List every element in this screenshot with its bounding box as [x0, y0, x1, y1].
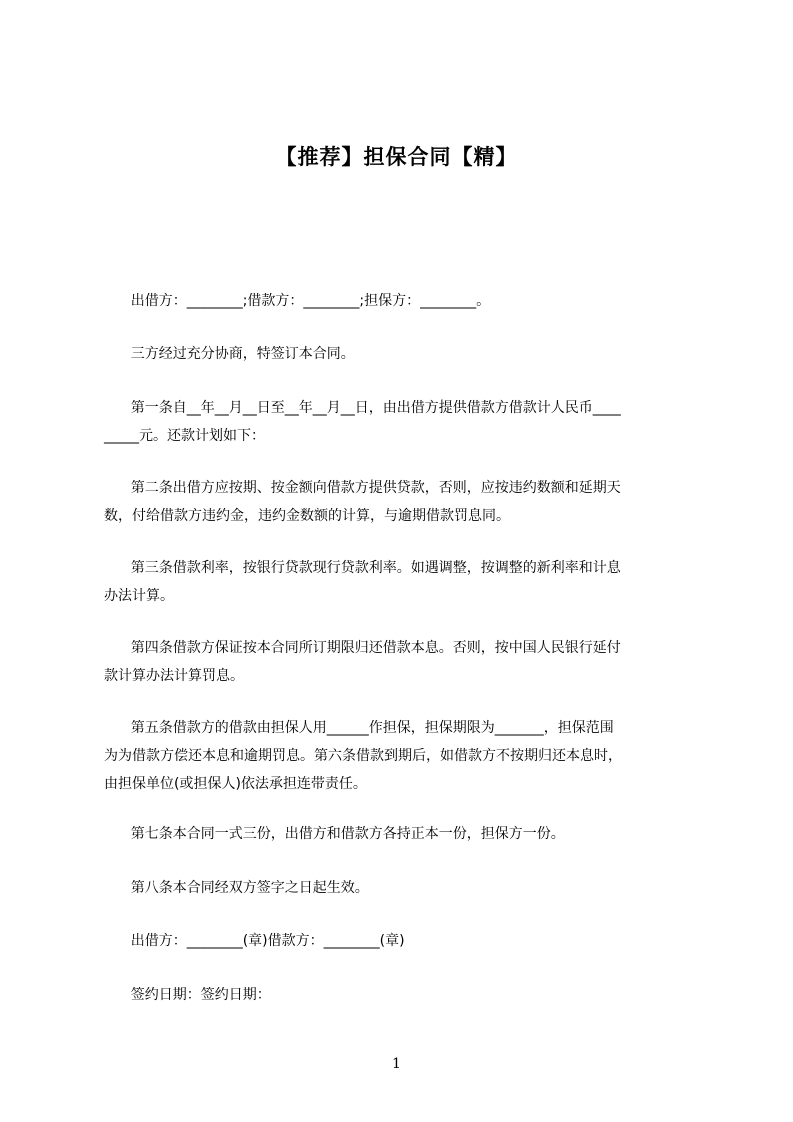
document-title: 【推荐】担保合同【精】: [275, 145, 518, 169]
article-7: 第七条本合同一式三份，出借方和借款方各持正本一份，担保方一份。: [104, 826, 565, 842]
intro-paragraph: 三方经过充分协商，特签订本合同。: [104, 346, 355, 362]
article-4: 第四条借款方保证按本合同所订期限归还借款本息。否则，按中国人民银行延付 款计算办法计算罚息。: [104, 640, 621, 684]
article-8: 第八条本合同经双方签字之日起生效。: [104, 880, 369, 896]
article-1: 第一条自__年__月__日至__年__月__日，由出借方提供借款方借款计人民币____ _____元。还款计划如下：: [104, 400, 621, 444]
signature-line: 出借方：________(章)借款方：________(章): [104, 933, 405, 949]
article-2: 第二条出借方应按期、按金额向借款方提供贷款，否则，应按违约数额和延期天 数，付给借款方违约金，违约金数额的计算，与逾期借款罚息同。: [104, 480, 621, 524]
parties-line: 出借方：________;借款方：________;担保方：________。: [104, 293, 491, 309]
signing-date-line: 签约日期：签约日期：: [104, 987, 271, 1003]
article-5: 第五条借款方的借款由担保人用______作担保，担保期限为_______，担保范围 为为借款方偿还本息和逾期罚息。第六条借款到期后，如借款方不按期归还本息时， 由担保单位(或担保人)依法承担连带责任。: [104, 720, 622, 792]
page-number: 1: [392, 1056, 401, 1072]
article-3: 第三条借款利率，按银行贷款现行贷款利率。如遇调整，按调整的新利率和计息 办法计算。: [104, 560, 621, 604]
